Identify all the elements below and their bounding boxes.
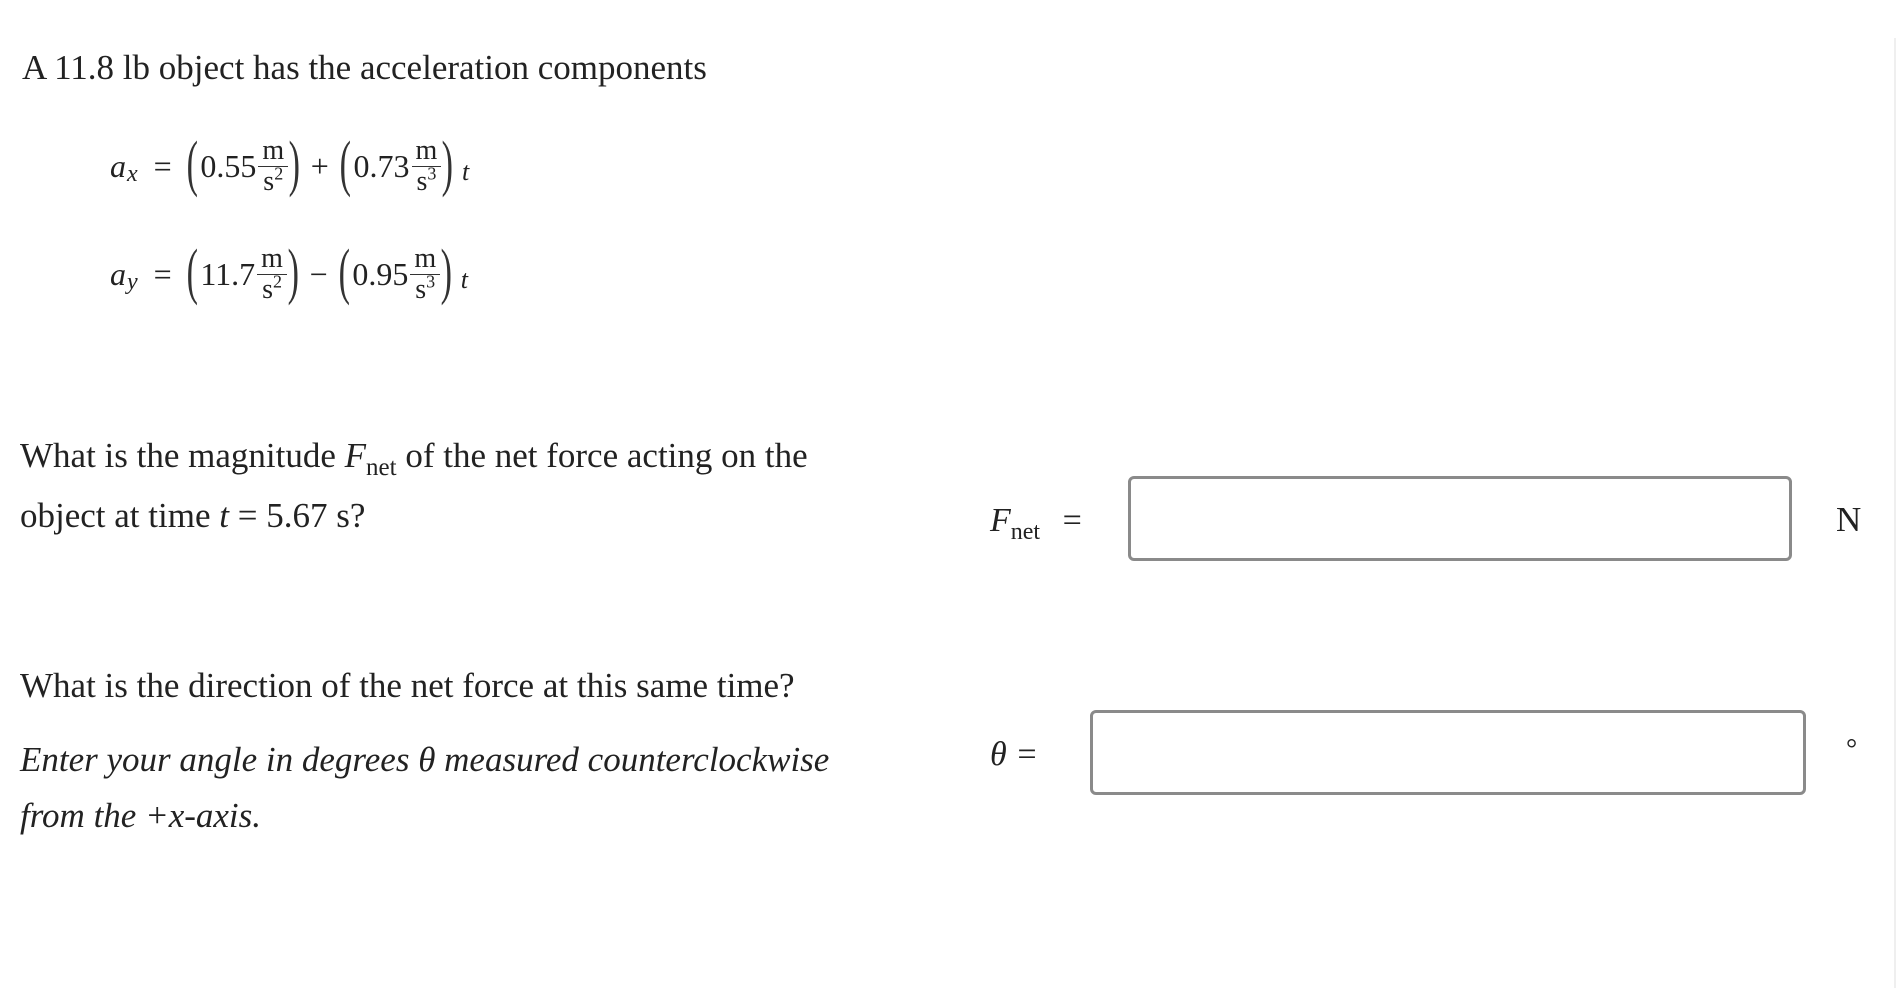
open-paren: ( (186, 238, 198, 306)
question2-instructions (20, 732, 829, 844)
fnet-answer-input[interactable] (1128, 476, 1792, 561)
ay-variable: a (110, 255, 126, 292)
open-paren: ( (338, 238, 350, 306)
fnet-answer-label: $F_{net}$ = (990, 502, 1082, 545)
question2-instruction-line1: Enter your angle in degrees θ measured counterclockwise (20, 740, 830, 779)
open-paren: ( (186, 130, 198, 198)
ax-time-variable: t (461, 157, 470, 186)
ax-unit1-fraction (258, 136, 288, 197)
ax-operator: + (310, 147, 329, 184)
question2-text: What is the direction of the net force at this same time? (20, 666, 795, 705)
ax-coef1: 0.55 (200, 147, 257, 184)
ay-operator: − (309, 255, 328, 292)
ay-coef1: 11.7 (200, 255, 256, 292)
ay-unit2-numerator: m (410, 244, 440, 275)
time-variable: t (219, 496, 229, 535)
ay-coef2: 0.95 (352, 255, 409, 292)
ax-unit1-denominator: $s^2$ (263, 163, 284, 197)
ax-unit2-denominator: $s^3$ (416, 163, 437, 197)
question1-line1: What is the magnitude $F_{net}$ of the net force acting on the (20, 436, 808, 481)
ax-unit2-numerator: m (412, 136, 442, 167)
question2-instruction-line2: from the +x-axis. (20, 796, 262, 835)
fnet-unit: N (1836, 500, 1862, 539)
ax-subscript: x (127, 160, 138, 187)
theta-answer-label: θ = (990, 736, 1039, 773)
ay-unit2-fraction (410, 244, 440, 305)
ay-unit1-fraction (257, 244, 287, 305)
fnet-subscript: net (366, 454, 397, 481)
ay-unit2-denominator: $s^3$ (415, 271, 436, 305)
ax-unit2-fraction (412, 136, 442, 197)
problem-intro: A 11.8 lb object has the acceleration components (22, 48, 707, 87)
close-paren: ) (288, 130, 301, 198)
question1-text (20, 428, 808, 544)
ay-subscript: y (127, 268, 138, 295)
equation-ax (110, 126, 469, 206)
close-paren: ) (440, 238, 453, 306)
open-paren: ( (339, 130, 351, 198)
close-paren: ) (287, 238, 299, 306)
equation-ay (110, 234, 468, 314)
fnet-variable: F (344, 436, 367, 475)
ay-unit1-denominator: $s^2$ (262, 271, 283, 305)
ax-variable: a (110, 147, 126, 184)
ay-equals: = (153, 255, 172, 292)
side-watermark (0, 55, 7, 325)
ay-unit1-numerator: m (257, 244, 287, 275)
ay-time-variable: t (460, 265, 468, 294)
ax-coef2: 0.73 (353, 147, 410, 184)
close-paren: ) (441, 130, 454, 198)
ax-unit1-numerator: m (258, 136, 288, 167)
degree-unit: ° (1846, 734, 1858, 765)
ax-equals: = (153, 147, 172, 184)
theta-answer-input[interactable] (1090, 710, 1806, 795)
question1-line2: object at time t = 5.67 s? (20, 496, 366, 535)
